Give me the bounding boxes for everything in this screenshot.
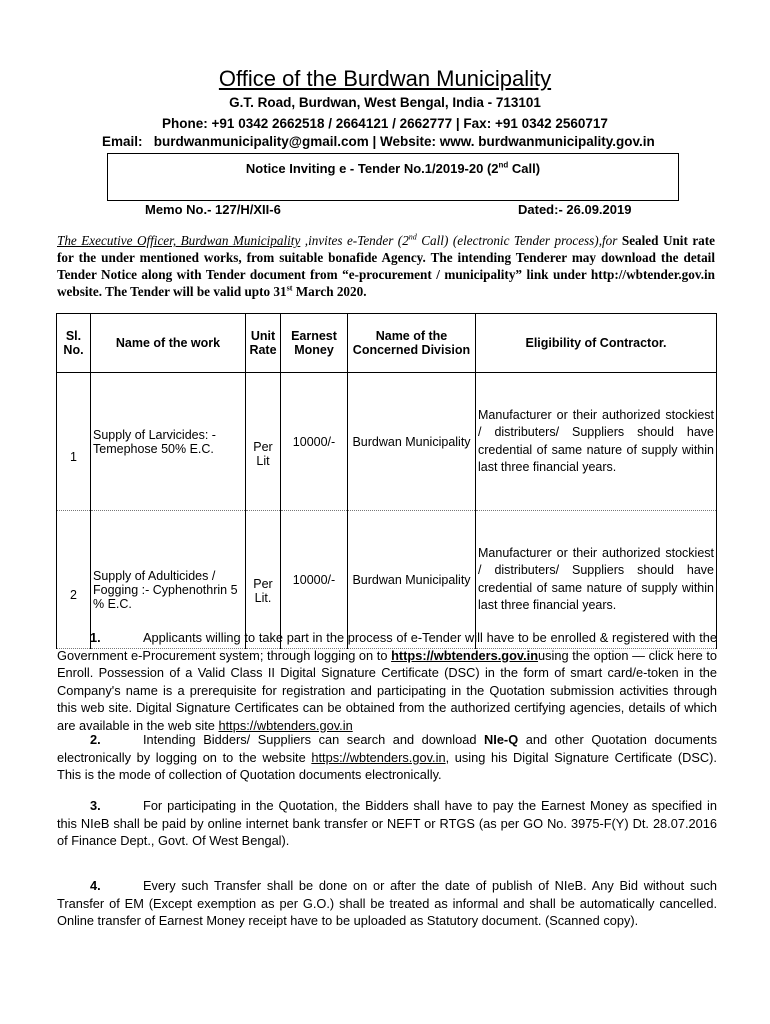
paragraph-2: 2. Intending Bidders/ Suppliers can search and download NIe-Q and other Quotation documents electronically by logging on to the website https://wbtenders.gov.in, using his Digital Signature Certificate (DSC). This is the mode of collection of Quotation documents electronically. [57,732,717,782]
cell-unit-rate: Per Lit [246,373,281,511]
cell-earnest: 10000/- [281,511,348,649]
cell-unit-rate: Per Lit. [246,511,281,649]
email-website-line [102,134,655,149]
paragraph-3: 3. For participating in the Quotation, the Bidders shall have to pay the Earnest Money as specified in this NIeB shall be paid by online internet bank transfer or NEFT or RTGS (as per GO No. 3975-F(Y) Dt. 28.07.2016 of Finance Dept., Govt. Of West Bengal). [57,798,717,848]
cell-division: Burdwan Municipality [348,511,476,649]
notice-box [107,153,679,201]
header-earnest: Earnest Money [281,314,348,373]
officer-name: The Executive Officer, Burdwan Municipality [57,233,301,248]
header-eligibility: Eligibility of Contractor. [476,314,717,373]
paragraph-4: 4. Every such Transfer shall be done on or after the date of publish of NIeB. Any Bid without such Transfer of EM (Except exemption as per G.O.) shall be treated as informal and shall be automatically cancelled. Online transfer of Earnest Money receipt have to be uploaded as Statutory document. (Scanned copy). [57,878,717,928]
cell-earnest: 10000/- [281,373,348,511]
cell-sl: 1 [57,373,91,511]
cell-eligibility: Manufacturer or their authorized stockiest / distributers/ Suppliers should have credential of same nature of supply within last three financial years. [476,373,717,511]
email-address: burdwanmunicipality@gmail.com [153,134,369,149]
cell-eligibility: Manufacturer or their authorized stockiest / distributers/ Suppliers should have credential of same nature of supply within last three financial years. [476,511,717,649]
page-title: Office of the Burdwan Municipality [218,66,552,91]
email-label: Email: [102,134,143,149]
table-row [57,373,717,511]
works-table [56,313,717,649]
address: G.T. Road, Burdwan, West Bengal, India - 713101 [229,95,541,110]
header-name: Name of the work [91,314,246,373]
cell-name: Supply of Adulticides / Fogging :- Cyphenothrin 5 % E.C. [91,511,246,649]
wbtenders-link[interactable]: https://wbtenders.gov.in [218,717,353,733]
date: Dated:- 26.09.2019 [518,202,632,217]
table-row [57,511,717,649]
cell-division: Burdwan Municipality [348,373,476,511]
memo-number: Memo No.- 127/H/XII-6 [145,202,281,217]
intro-paragraph: The Executive Officer, Burdwan Municipality ,invites e-Tender (2nd Call) (electronic Tender process),for Sealed Unit rate for the under mentioned works, from suitable bonafide Agency. The intending Tenderer may download the detail Tender Notice along with Tender document from “e-procurement / municipality” link under http://wbtender.gov.in website. The Tender will be valid upto 31st March 2020. [57,232,716,299]
cell-sl: 2 [57,511,91,649]
cell-name: Supply of Larvicides: - Temephose 50% E.C. [91,373,246,511]
paragraph-1: 1. Applicants willing to take part in the process of e-Tender will have to be enrolled & registered with the Government e-Procurement system; through logging on to https://wbtenders.gov.inusing the option — click here to Enroll. Possession of a Valid Class II Digital Signature Certificate (DSC) in the form of smart card/e-token in the Company's name is a prerequisite for registration and participating in the Quotation submission activities through this web site. Digital Signature Certificates can be obtained from the authorized certifying agencies, details of which are available in the web site https://wbtenders.gov.in [57,630,717,733]
wbtenders-link[interactable]: https://wbtenders.gov.in [311,749,446,765]
phone-fax-line: Phone: +91 0342 2662518 / 2664121 / 2662777 | Fax: +91 0342 2560717 [162,116,608,131]
notice-title: Notice Inviting e - Tender No.1/2019-20 (2nd Call) [245,160,541,176]
header-division: Name of the Concerned Division [348,314,476,373]
website-address: www. burdwanmunicipality.gov.in [439,134,655,149]
website-label: | Website: [368,134,440,149]
header-unit-rate: Unit Rate [246,314,281,373]
table-header-row [57,314,717,373]
nie-q-label: NIe-Q [484,732,519,747]
wbtenders-link[interactable]: https://wbtenders.gov.in [391,647,539,663]
header-sl: Sl. No. [57,314,91,373]
